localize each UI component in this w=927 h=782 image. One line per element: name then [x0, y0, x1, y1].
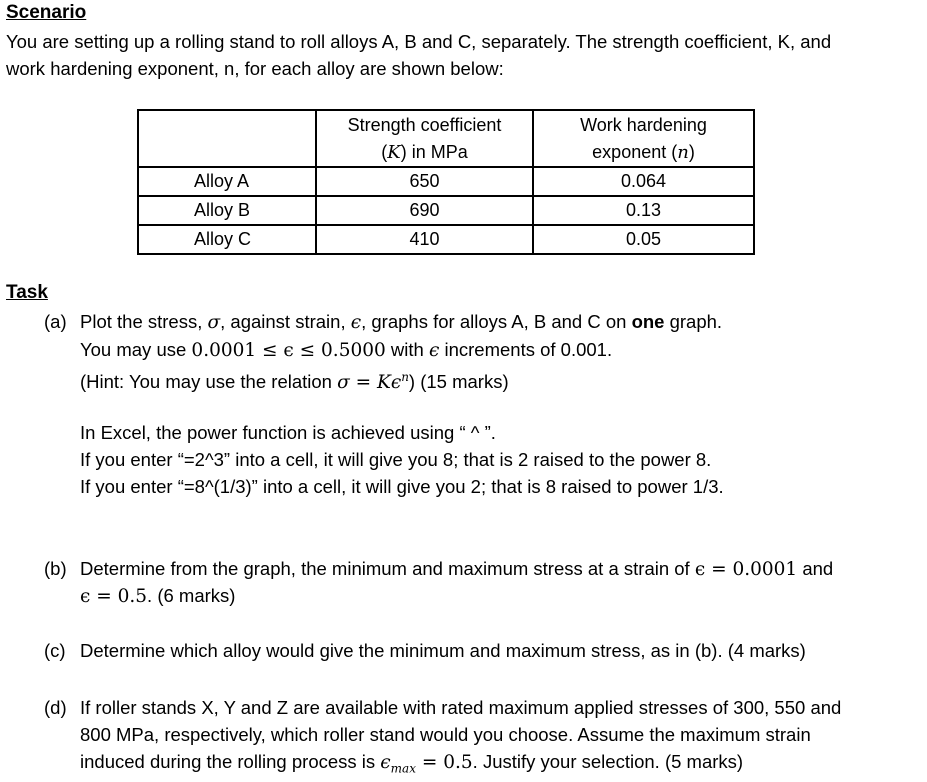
excel-note-line-2: If you enter “=2^3” into a cell, it will give you 8; that is 2 raised to the power 8.	[80, 449, 712, 470]
header-k-suffix: ) in MPa	[400, 141, 468, 162]
task-a-l1-mid: , against strain,	[220, 311, 351, 332]
task-b-l2-post: . (6 marks)	[147, 585, 236, 606]
scenario-line-1: You are setting up a rolling stand to roll alloys A, B and C, separately. The strength coefficient, K, and	[6, 31, 832, 52]
header-n-symbol: n	[677, 141, 689, 163]
hollomon-equation: σ = Kϵ	[337, 372, 402, 394]
task-a-l2-pre: You may use	[80, 339, 192, 360]
epsilon-symbol: ϵ	[428, 340, 440, 361]
task-heading: Task	[6, 282, 48, 303]
task-d-line-3	[80, 749, 743, 782]
strength-coefficient-cell: 650	[316, 167, 533, 196]
task-b-line-1	[44, 556, 833, 583]
sigma-symbol: σ	[207, 312, 221, 333]
header-n-line-1: Work hardening	[580, 114, 707, 135]
task-b-line-2	[80, 583, 235, 610]
strength-coefficient-cell: 690	[316, 196, 533, 225]
task-a-line-1	[44, 309, 722, 336]
task-a-l1-mid2: , graphs for alloys A, B and C on	[361, 311, 632, 332]
task-d-line-1	[44, 695, 841, 721]
strain-range: 0.0001 ≤ ϵ ≤ 0.5000	[191, 340, 386, 361]
excel-note-line-1: In Excel, the power function is achieved using “ ^ ”.	[80, 422, 496, 443]
task-b-l1-post: and	[797, 558, 834, 579]
task-d-label: (d)	[44, 697, 67, 718]
max-strain-value: = 0.5	[415, 752, 473, 773]
work-hardening-cell: 0.05	[533, 225, 754, 254]
header-k-line-2	[317, 139, 532, 166]
header-strength-coefficient	[316, 110, 533, 167]
task-d-l3-pre: induced during the rolling process is	[80, 751, 381, 772]
subscript-max: max	[390, 761, 416, 776]
task-a-l2-mid: with	[385, 339, 429, 360]
task-d-l3-post: . Justify your selection. (5 marks)	[472, 751, 744, 772]
header-empty-cell	[138, 110, 316, 167]
excel-note-line-3: If you enter “=8^(1/3)” into a cell, it will give you 2; that is 8 raised to power 1/3.	[80, 476, 724, 497]
table-row	[138, 167, 754, 196]
table-header-row	[138, 110, 754, 167]
task-c-line-1	[44, 638, 806, 664]
header-k-line-1: Strength coefficient	[347, 114, 502, 135]
task-a-l1-pre: Plot the stress,	[80, 311, 208, 332]
task-a-l3-post: ) (15 marks)	[408, 371, 509, 393]
epsilon-symbol: ϵ	[350, 312, 362, 333]
task-a-line-2	[80, 337, 612, 364]
header-n-line-2	[534, 139, 753, 166]
alloy-name-cell: Alloy C	[138, 225, 316, 254]
header-k-prefix: (	[381, 141, 388, 162]
strain-min-equation: ϵ = 0.0001	[694, 559, 798, 580]
strain-max-equation: ϵ = 0.5	[80, 586, 148, 607]
alloy-name-cell: Alloy A	[138, 167, 316, 196]
header-work-hardening	[533, 110, 754, 167]
table-row	[138, 225, 754, 254]
epsilon-symbol: ϵ	[380, 752, 391, 773]
table-row	[138, 196, 754, 225]
task-c-label: (c)	[44, 640, 66, 661]
scenario-line-2: work hardening exponent, n, for each alloy are shown below:	[6, 58, 504, 79]
header-n-prefix: exponent (	[592, 141, 678, 162]
task-d-l1: If roller stands X, Y and Z are available with rated maximum applied stresses of 300, 550 and	[80, 697, 842, 718]
task-a-label: (a)	[44, 311, 67, 332]
header-n-suffix: )	[688, 141, 695, 162]
task-d-line-2: 800 MPa, respectively, which roller stand would you choose. Assume the maximum strain	[80, 724, 811, 745]
task-b-l1-pre: Determine from the graph, the minimum and maximum stress at a strain of	[80, 558, 695, 579]
task-a-l3-pre: (Hint: You may use the relation	[80, 371, 338, 393]
task-a-line-3	[80, 364, 509, 396]
task-c-text: Determine which alloy would give the minimum and maximum stress, as in (b). (4 marks)	[80, 640, 806, 661]
header-k-symbol: K	[387, 141, 401, 163]
strength-coefficient-cell: 410	[316, 225, 533, 254]
task-a-l2-post: increments of 0.001.	[439, 339, 613, 360]
task-a-l1-post: graph.	[664, 311, 723, 332]
alloy-properties-table	[137, 109, 755, 255]
exponent-n: n	[401, 370, 409, 384]
work-hardening-cell: 0.064	[533, 167, 754, 196]
task-b-label: (b)	[44, 558, 67, 579]
work-hardening-cell: 0.13	[533, 196, 754, 225]
alloy-name-cell: Alloy B	[138, 196, 316, 225]
task-a-l1-bold: one	[631, 311, 665, 332]
scenario-heading: Scenario	[6, 2, 87, 23]
